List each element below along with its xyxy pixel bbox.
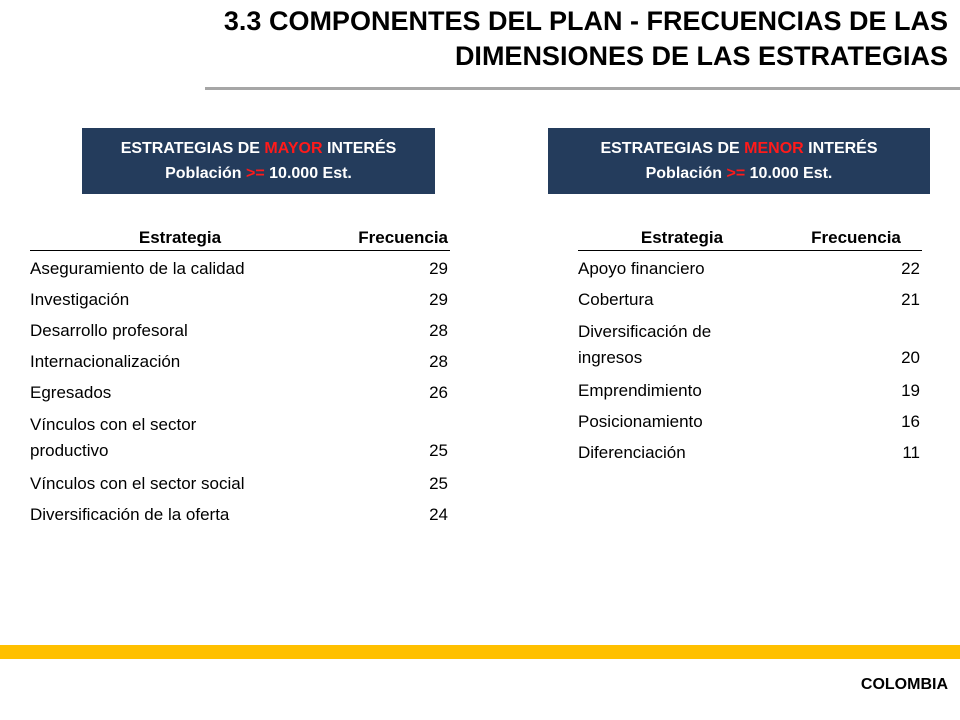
strategy-cell: Posicionamiento — [578, 412, 703, 431]
frequency-cell: 16 — [901, 412, 920, 431]
lower-interest-header-box — [548, 128, 930, 194]
table-row — [578, 404, 922, 435]
table-row — [30, 406, 450, 466]
higher-interest-header-box — [82, 128, 435, 194]
strategy-cell — [30, 412, 330, 466]
frequency-cell: 28 — [429, 352, 448, 371]
column-header-frequency: Frecuencia — [358, 228, 448, 247]
frequency-cell: 25 — [429, 474, 448, 493]
box-heading-highlight: MAYOR — [264, 140, 323, 157]
strategy-cell: Diferenciación — [578, 443, 686, 462]
box-heading-highlight: MENOR — [744, 140, 804, 157]
strategy-cell: Vínculos con el sector social — [30, 474, 245, 493]
strategy-cell: Internacionalización — [30, 352, 181, 371]
higher-interest-population — [82, 161, 435, 186]
higher-interest-heading — [82, 136, 435, 161]
table-row — [578, 282, 922, 313]
frequency-cell: 28 — [429, 321, 448, 340]
frequency-cell: 29 — [429, 259, 448, 278]
column-header-frequency: Frecuencia — [811, 228, 901, 247]
column-header-strategy: Estrategia — [640, 228, 724, 247]
strategy-cell: Investigación — [30, 290, 130, 309]
table-header — [30, 226, 450, 251]
lower-interest-table — [578, 226, 922, 466]
frequency-cell: 26 — [429, 383, 448, 402]
frequency-cell: 11 — [902, 443, 920, 462]
strategy-cell: Cobertura — [578, 290, 654, 309]
box-heading-suffix: INTERÉS — [803, 140, 878, 157]
table-row — [30, 375, 450, 406]
box-heading-suffix: INTERÉS — [322, 140, 397, 157]
table-row — [30, 282, 450, 313]
strategy-line-2: ingresos — [578, 348, 643, 367]
frequency-cell: 25 — [429, 441, 448, 460]
strategy-cell: Egresados — [30, 383, 112, 402]
table-row — [30, 466, 450, 497]
strategy-line-1: Vínculos con el sector — [30, 415, 197, 434]
population-prefix: Población — [645, 165, 727, 182]
population-prefix: Población — [165, 165, 247, 182]
strategy-cell: Apoyo financiero — [578, 259, 705, 278]
table-row — [30, 344, 450, 375]
frequency-cell: 29 — [429, 290, 448, 309]
page-title — [48, 4, 948, 74]
box-heading-prefix: ESTRATEGIAS DE — [600, 140, 745, 157]
strategy-cell: Desarrollo profesoral — [30, 321, 188, 340]
table-row — [30, 313, 450, 344]
strategy-line-1: Diversificación de — [578, 322, 712, 341]
population-value: 10.000 Est. — [745, 165, 833, 182]
population-operator: >= — [726, 165, 746, 182]
table-row — [30, 251, 450, 282]
strategy-cell — [578, 319, 792, 373]
table-row — [578, 313, 922, 373]
lower-interest-population — [548, 161, 930, 186]
frequency-cell: 20 — [901, 348, 920, 367]
frequency-cell: 21 — [901, 290, 920, 309]
strategy-cell: Emprendimiento — [578, 381, 702, 400]
population-value: 10.000 Est. — [264, 165, 352, 182]
strategy-cell: Aseguramiento de la calidad — [30, 259, 245, 278]
table-row — [578, 435, 922, 466]
footer-accent-band — [0, 645, 960, 659]
title-line-1: 3.3 COMPONENTES DEL PLAN - FRECUENCIAS DE LAS — [223, 6, 948, 36]
table-header — [578, 226, 922, 251]
frequency-cell: 22 — [901, 259, 920, 278]
higher-interest-table — [30, 226, 450, 528]
column-header-strategy: Estrategia — [138, 228, 222, 247]
table-row — [578, 373, 922, 404]
table-row — [578, 251, 922, 282]
footer-country-label: COLOMBIA — [860, 676, 948, 693]
strategy-cell: Diversificación de la oferta — [30, 505, 230, 524]
frequency-cell: 24 — [429, 505, 448, 524]
strategy-line-2: productivo — [30, 441, 109, 460]
table-row — [30, 497, 450, 528]
frequency-cell: 19 — [901, 381, 920, 400]
population-operator: >= — [246, 165, 265, 182]
lower-interest-heading — [548, 136, 930, 161]
title-divider — [205, 87, 960, 90]
title-line-2: DIMENSIONES DE LAS ESTRATEGIAS — [454, 41, 948, 71]
box-heading-prefix: ESTRATEGIAS DE — [120, 140, 265, 157]
